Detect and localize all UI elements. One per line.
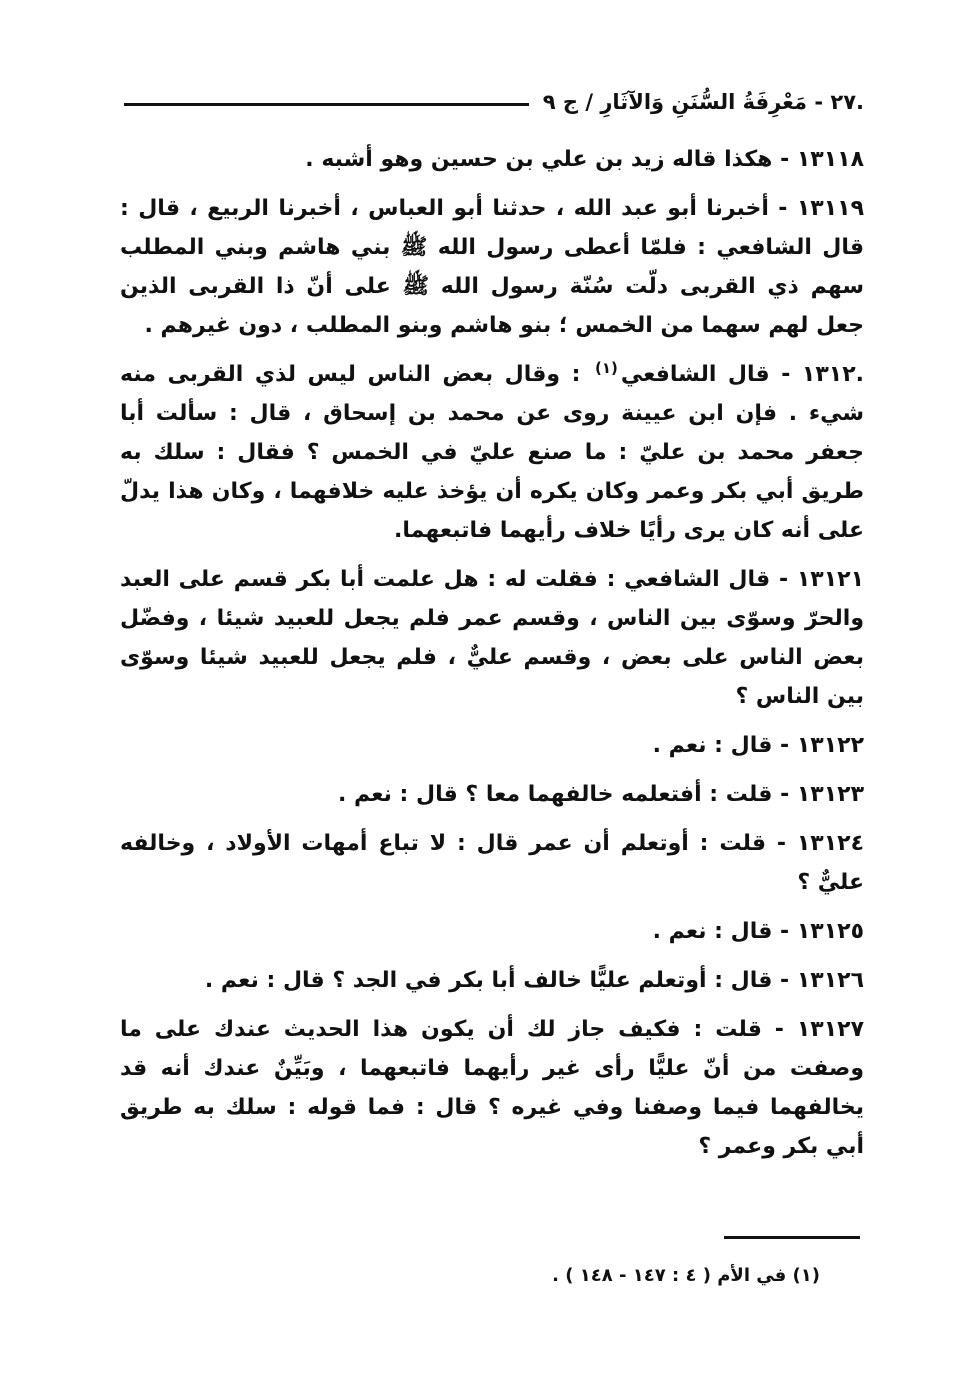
header-rule [124, 103, 529, 106]
paragraph-13119 [120, 189, 864, 345]
page-header [124, 82, 864, 122]
paragraph-text: - قال : أوتعلم عليًّا خالف أبا بكر في الجد ؟ قال : نعم . [204, 968, 797, 993]
paragraph-text: - قال : نعم . [652, 733, 797, 758]
main-text [120, 140, 864, 1176]
paragraph-number: .١٣١٢ [801, 362, 864, 387]
paragraph-number: ١٣١١٩ [796, 196, 864, 221]
paragraph-text: - قلت : أفتعلمه خالفهما معا ؟ قال : نعم . [337, 782, 797, 807]
paragraph-13126 [120, 961, 864, 1000]
running-title: .٢٧ - مَعْرِفَةُ السُّنَنِ وَالآثَارِ / ج ٩ [542, 90, 864, 114]
paragraph-number: ١٣١٢٦ [796, 968, 864, 993]
paragraph-number: ١٣١١٨ [796, 147, 864, 172]
footnote-divider [724, 1236, 860, 1239]
paragraph-text: - أخبرنا أبو عبد الله ، حدثنا أبو العباس ، أخبرنا الربيع ، قال : قال الشافعي : فلمّا أعطى رسول الله ﷺ بني هاشم وبني المطلب سهم ذي القربى دلّت سُنّة رسول الله ﷺ على أنّ ذا القربى الذين جعل لهم سهما من الخمس ؛ بنو هاشم وبنو المطلب ، دون غيرهم . [120, 196, 864, 338]
paragraph-text: - قلت : فكيف جاز لك أن يكون هذا الحديث عندك على ما وصفت من أنّ عليًّا رأى غير رأيهما فاتبعهما ، وبَيِّنٌ عندك أنه قد يخالفهما فيما وصفنا وفي غيره ؟ قال : فما قوله : سلك به طريق أبي بكر وعمر ؟ [120, 1017, 864, 1159]
paragraph-text: - قلت : أوتعلم أن عمر قال : لا تباع أمهات الأولاد ، وخالفه عليٌّ ؟ [120, 831, 864, 895]
paragraph-text: : وقال بعض الناس ليس لذي القربى منه شيء . فإن ابن عيينة روى عن محمد بن إسحاق ، قال : سألت أبا جعفر محمد بن عليّ : ما صنع عليّ في الخمس ؟ فقال : سلك به طريق أبي بكر وعمر وكان يكره أن يؤخذ عليه خلافهما ، وكان هذا يدلّ على أنه كان يرى رأيًا خلاف رأيهما فاتبعهما. [120, 362, 864, 543]
paragraph-number: ١٣١٢٥ [796, 919, 864, 944]
paragraph-number: ١٣١٢٢ [796, 733, 864, 758]
paragraph-13122 [120, 726, 864, 765]
footnote: (١) في الأم ( ٤ : ١٤٧ - ١٤٨ ) . [552, 1265, 820, 1286]
paragraph-13124 [120, 824, 864, 902]
paragraph-13121 [120, 560, 864, 716]
paragraph-number: ١٣١٢٤ [796, 831, 864, 856]
paragraph-text: - هكذا قاله زيد بن علي بن حسين وهو أشبه . [305, 147, 797, 172]
paragraph-13123 [120, 775, 864, 814]
paragraph-text: - قال الشافعي : فقلت له : هل علمت أبا بكر قسم على العبد والحرّ وسوّى بين الناس ، وقسم عمر فلم يجعل للعبيد شيئا ، وفضّل بعض الناس على بعض ، وقسم عليٌّ ، فلم يجعل للعبيد شيئا وسوّى بين الناس ؟ [120, 567, 864, 709]
paragraph-13118 [120, 140, 864, 179]
paragraph-text-lead: - قال الشافعي [620, 362, 802, 387]
footnote-reference[interactable]: (١) [594, 358, 618, 377]
paragraph-number: ١٣١٢١ [796, 567, 864, 592]
paragraph-13127 [120, 1010, 864, 1166]
paragraph-number: ١٣١٢٧ [796, 1017, 864, 1042]
paragraph-number: ١٣١٢٣ [796, 782, 864, 807]
paragraph-text: - قال : نعم . [652, 919, 797, 944]
paragraph-13125 [120, 912, 864, 951]
paragraph-13120 [120, 355, 864, 550]
